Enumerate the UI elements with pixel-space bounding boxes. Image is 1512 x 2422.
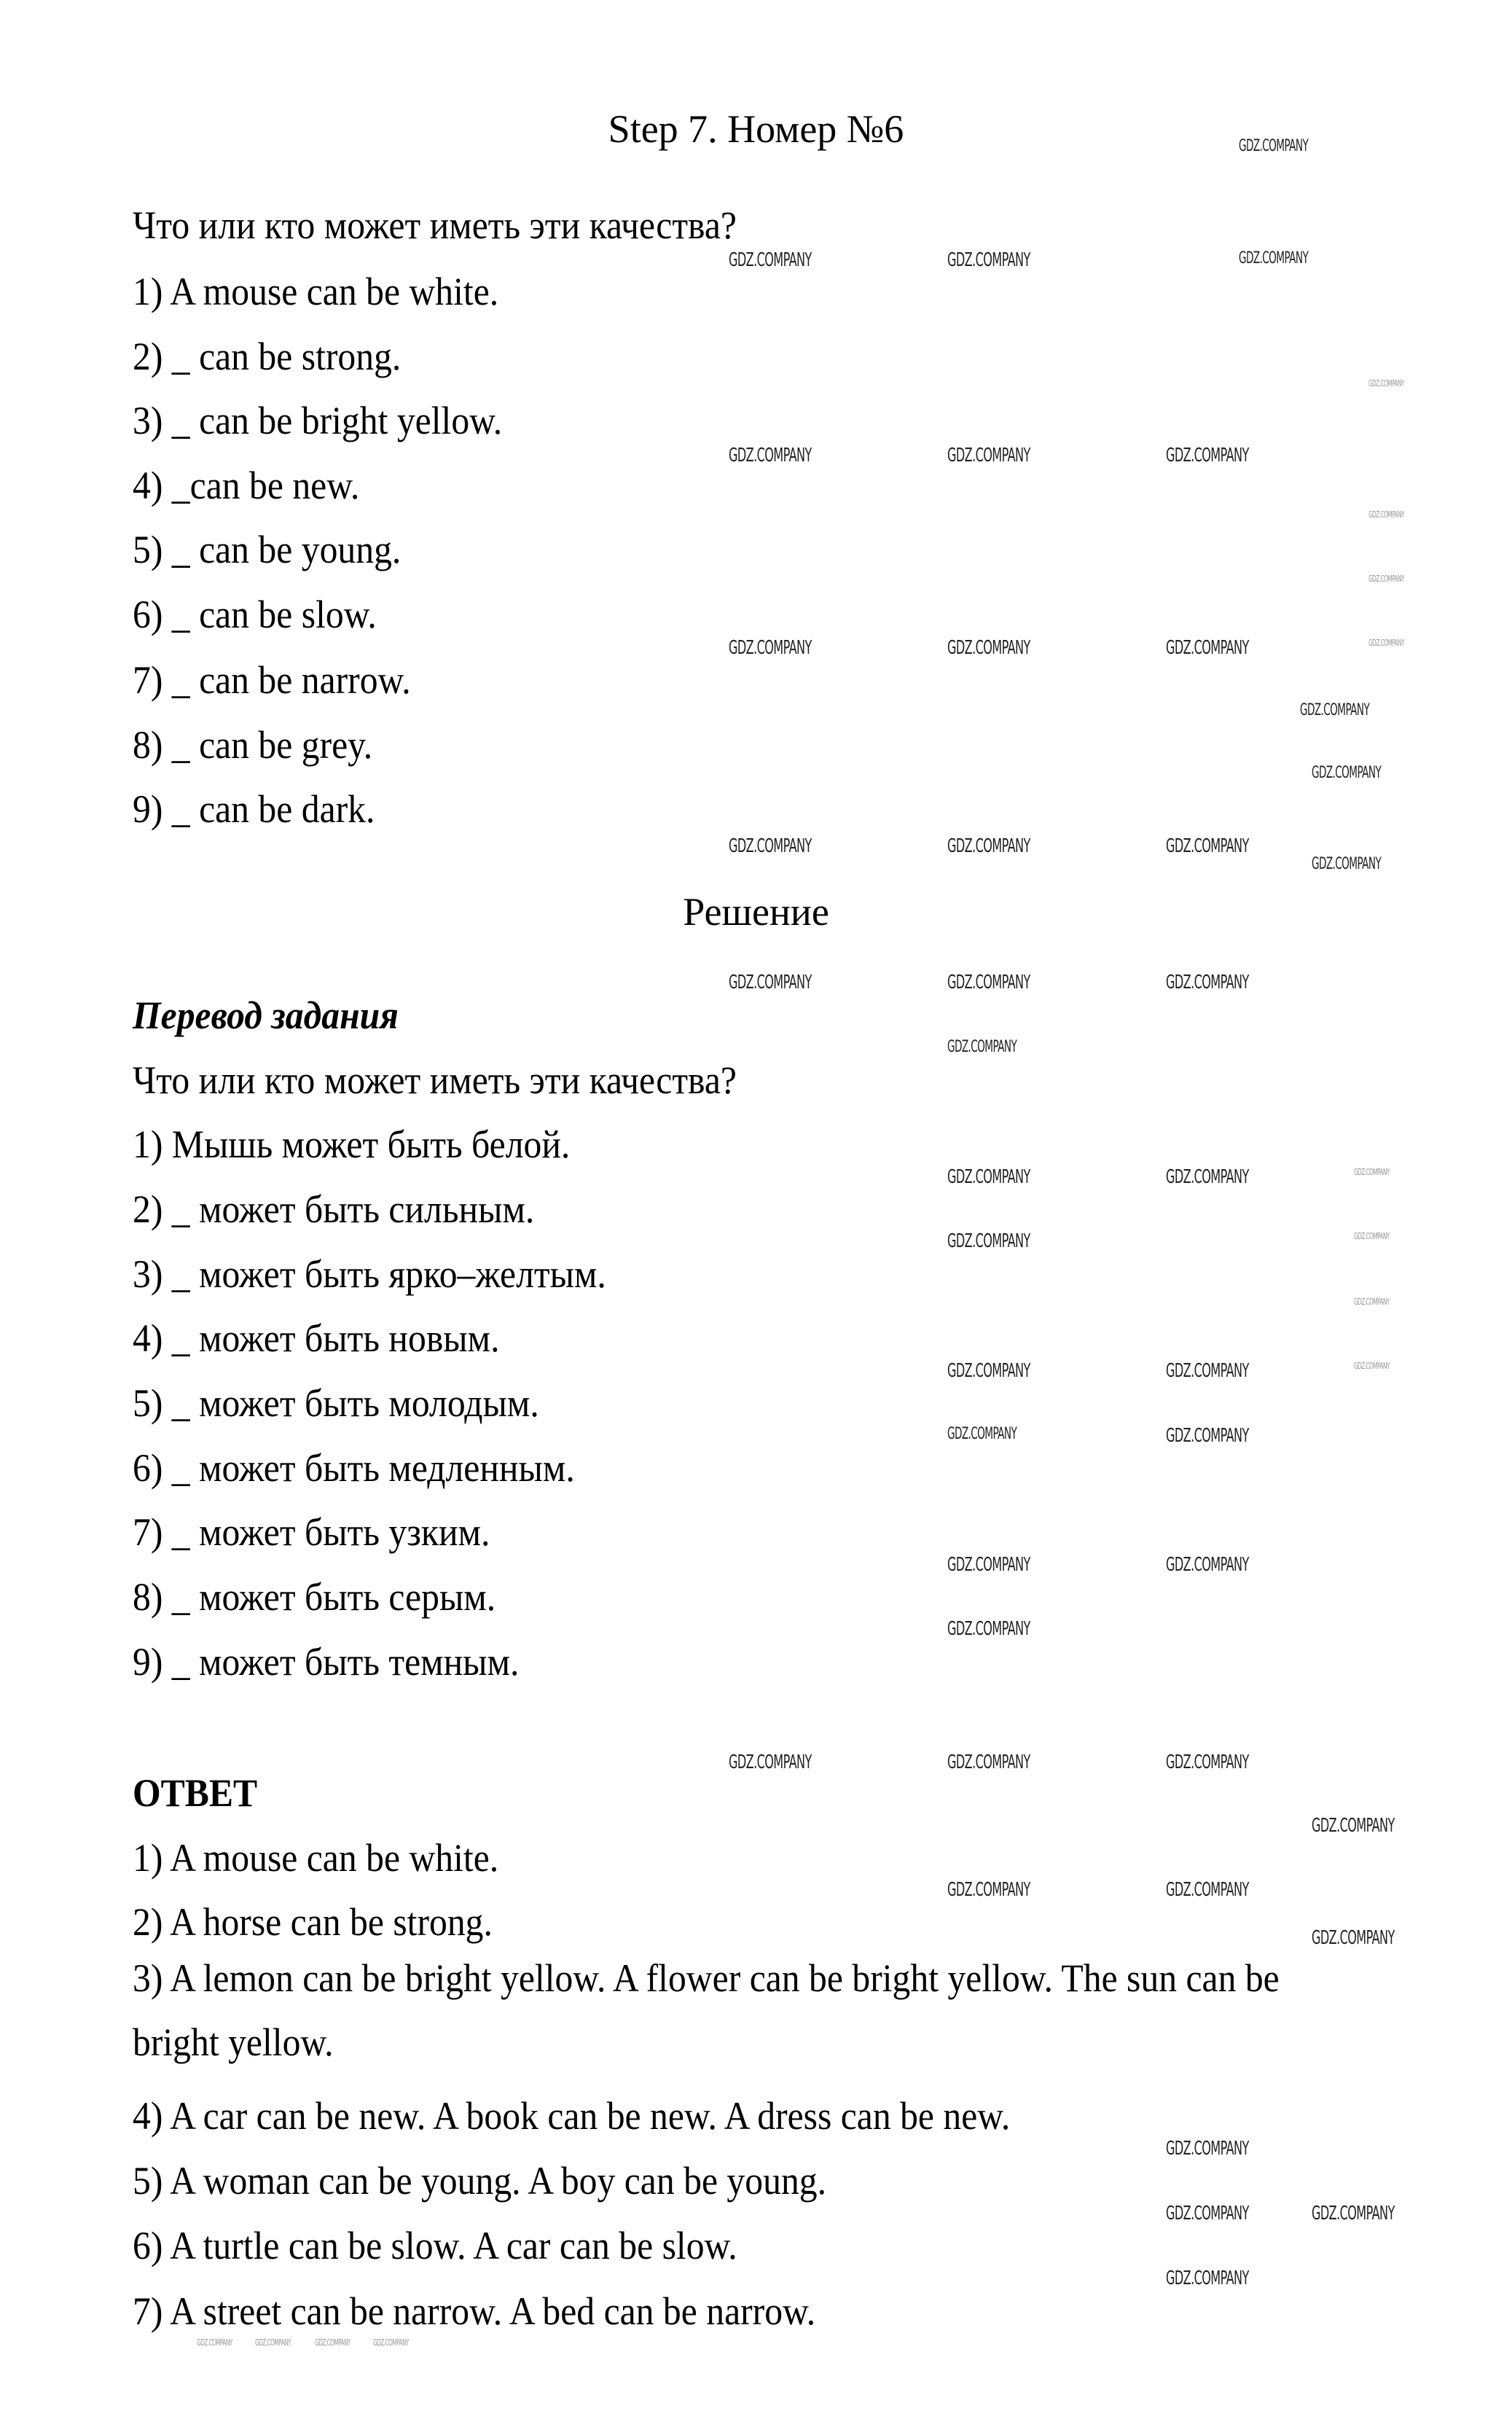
watermark: GDZ.COMPANY <box>947 445 1030 466</box>
answer-item: 6) A turtle can be slow. A car can be slow. <box>133 2224 737 2267</box>
watermark: GDZ.COMPANY <box>1166 2267 1249 2289</box>
watermark: GDZ.COMPANY <box>1166 1879 1249 1901</box>
task-item: 3) _ can be bright yellow. <box>133 399 503 442</box>
watermark: GDZ.COMPANY <box>1312 1815 1395 1837</box>
watermark: GDZ.COMPANY <box>1239 249 1309 267</box>
translation-item: 7) _ может быть узким. <box>133 1510 490 1554</box>
watermark: GDZ.COMPANY <box>729 637 812 659</box>
translation-item: 1) Мышь может быть белой. <box>133 1122 571 1166</box>
watermark: GDZ.COMPANY <box>1368 638 1404 648</box>
watermark: GDZ.COMPANY <box>1166 1751 1249 1773</box>
watermark: GDZ.COMPANY <box>729 1751 812 1773</box>
translation-item: 3) _ может быть ярко–желтым. <box>133 1252 606 1296</box>
translation-item: 4) _ может быть новым. <box>133 1316 500 1360</box>
watermark: GDZ.COMPANY <box>947 1230 1030 1252</box>
answer-item: 1) A mouse can be white. <box>133 1836 499 1880</box>
answer-item: 7) A street can be narrow. A bed can be narrow. <box>133 2289 816 2333</box>
watermark: GDZ.COMPANY <box>947 835 1030 857</box>
answer-item: 3) A lemon can be bright yellow. A flower can be bright yellow. The sun can be bright yellow. <box>133 1956 1280 2064</box>
answer-item: 2) A horse can be strong. <box>133 1900 493 1944</box>
watermark: GDZ.COMPANY <box>729 835 812 857</box>
watermark: GDZ.COMPANY <box>1354 1231 1390 1241</box>
watermark: GDZ.COMPANY <box>947 972 1030 993</box>
watermark: GDZ.COMPANY <box>1166 445 1249 466</box>
watermark: GDZ.COMPANY <box>1166 835 1249 857</box>
watermark: GDZ.COMPANY <box>1368 574 1404 584</box>
watermark: GDZ.COMPANY <box>1166 2138 1249 2160</box>
watermark: GDZ.COMPANY <box>1166 2203 1249 2224</box>
watermark: GDZ.COMPANY <box>1166 637 1249 659</box>
translation-item: 2) _ может быть сильным. <box>133 1187 535 1231</box>
watermark: GDZ.COMPANY <box>315 2337 350 2348</box>
watermark: GDZ.COMPANY <box>197 2337 232 2348</box>
translation-item: 8) _ может быть серым. <box>133 1575 496 1619</box>
watermark: GDZ.COMPANY <box>1166 1360 1249 1382</box>
watermark: GDZ.COMPANY <box>947 249 1030 271</box>
watermark: GDZ.COMPANY <box>1368 509 1404 520</box>
watermark: GDZ.COMPANY <box>1166 972 1249 993</box>
watermark: GDZ.COMPANY <box>1354 1297 1390 1307</box>
watermark: GDZ.COMPANY <box>1166 1425 1249 1447</box>
watermark: GDZ.COMPANY <box>729 972 812 993</box>
watermark: GDZ.COMPANY <box>1312 855 1382 873</box>
translation-heading: Перевод задания <box>133 993 399 1037</box>
watermark: GDZ.COMPANY <box>1312 764 1382 782</box>
watermark: GDZ.COMPANY <box>373 2337 409 2348</box>
solution-heading: Решение <box>683 890 829 934</box>
watermark: GDZ.COMPANY <box>947 1425 1017 1443</box>
translation-item: 5) _ может быть молодым. <box>133 1381 539 1425</box>
watermark: GDZ.COMPANY <box>947 1554 1030 1576</box>
watermark: GDZ.COMPANY <box>947 1360 1030 1382</box>
task-item: 5) _ can be young. <box>133 528 401 571</box>
watermark: GDZ.COMPANY <box>947 1751 1030 1773</box>
translation-item: 6) _ может быть медленным. <box>133 1446 575 1490</box>
answer-item: 5) A woman can be young. A boy can be young. <box>133 2159 827 2203</box>
translation-question: Что или кто может иметь эти качества? <box>133 1058 737 1102</box>
watermark: GDZ.COMPANY <box>947 1166 1030 1188</box>
watermark: GDZ.COMPANY <box>729 249 812 271</box>
watermark: GDZ.COMPANY <box>947 637 1030 659</box>
task-item: 4) _can be new. <box>133 464 360 507</box>
task-question: Что или кто может иметь эти качества? <box>133 203 737 247</box>
task-item: 9) _ can be dark. <box>133 787 375 831</box>
watermark: GDZ.COMPANY <box>947 1038 1017 1056</box>
watermark: GDZ.COMPANY <box>947 1879 1030 1901</box>
answer-heading: ОТВЕТ <box>133 1771 258 1815</box>
answer-item: 4) A car can be new. A book can be new. A dress can be new. <box>133 2094 1011 2138</box>
task-item: 2) _ can be strong. <box>133 335 401 378</box>
watermark: GDZ.COMPANY <box>947 1618 1030 1640</box>
task-item: 1) A mouse can be white. <box>133 270 499 313</box>
page-title: Step 7. Номер №6 <box>608 107 904 151</box>
translation-item: 9) _ может быть темным. <box>133 1640 520 1684</box>
task-item: 8) _ can be grey. <box>133 723 373 767</box>
watermark: GDZ.COMPANY <box>729 445 812 466</box>
watermark: GDZ.COMPANY <box>1354 1361 1390 1371</box>
watermark: GDZ.COMPANY <box>1312 2203 1395 2224</box>
watermark: GDZ.COMPANY <box>1166 1166 1249 1188</box>
task-item: 7) _ can be narrow. <box>133 658 411 702</box>
task-item: 6) _ can be slow. <box>133 593 377 636</box>
watermark: GDZ.COMPANY <box>255 2337 291 2348</box>
watermark: GDZ.COMPANY <box>1166 1554 1249 1576</box>
watermark: GDZ.COMPANY <box>1300 701 1370 719</box>
watermark: GDZ.COMPANY <box>1368 378 1404 388</box>
watermark: GDZ.COMPANY <box>1239 137 1309 155</box>
watermark: GDZ.COMPANY <box>1312 1927 1395 1949</box>
watermark: GDZ.COMPANY <box>1354 1167 1390 1177</box>
